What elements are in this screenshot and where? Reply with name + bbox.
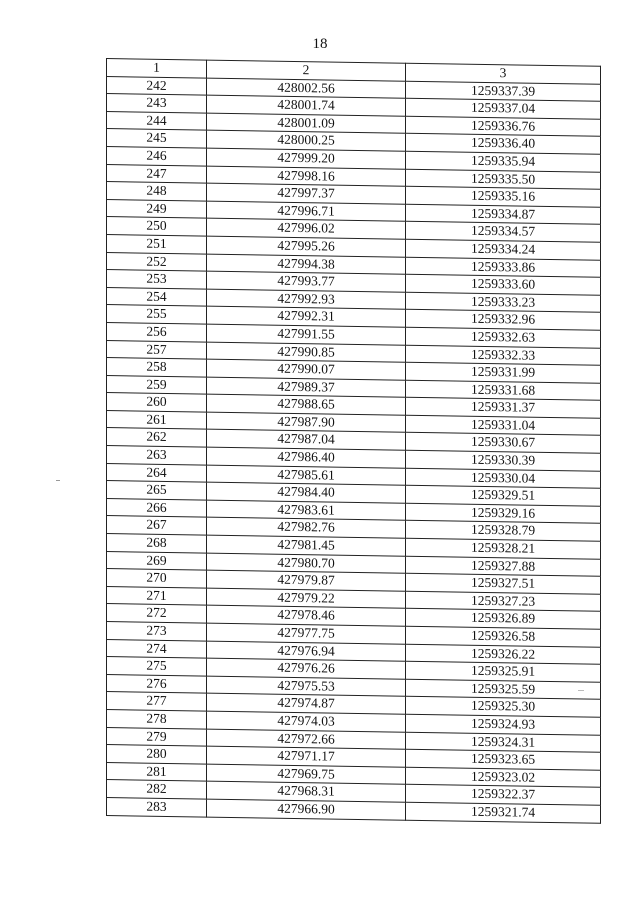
cell-x-coordinate: 427980.70 — [207, 553, 406, 574]
cell-point-number: 260 — [107, 393, 207, 412]
cell-point-number: 267 — [107, 516, 207, 535]
coordinates-table-container — [106, 58, 600, 823]
cell-point-number: 283 — [107, 797, 207, 816]
cell-y-coordinate: 1259325.30 — [406, 697, 601, 718]
cell-point-number: 264 — [107, 463, 207, 482]
cell-point-number: 278 — [107, 709, 207, 728]
cell-point-number: 279 — [107, 727, 207, 746]
cell-y-coordinate: 1259332.33 — [406, 345, 601, 366]
coordinates-table — [106, 58, 601, 823]
cell-point-number: 275 — [107, 657, 207, 676]
cell-x-coordinate: 427966.90 — [207, 799, 406, 820]
cell-point-number: 265 — [107, 481, 207, 500]
cell-point-number: 242 — [107, 76, 207, 95]
cell-x-coordinate: 427974.87 — [207, 693, 406, 714]
cell-point-number: 282 — [107, 780, 207, 799]
cell-point-number: 276 — [107, 674, 207, 693]
cell-point-number: 247 — [107, 164, 207, 183]
cell-y-coordinate: 1259331.04 — [406, 415, 601, 436]
cell-point-number: 262 — [107, 428, 207, 447]
cell-point-number: 263 — [107, 446, 207, 465]
cell-y-coordinate: 1259327.23 — [406, 591, 601, 612]
cell-x-coordinate: 427968.31 — [207, 781, 406, 802]
cell-y-coordinate: 1259324.31 — [406, 732, 601, 753]
cell-x-coordinate: 427978.46 — [207, 605, 406, 626]
cell-point-number: 255 — [107, 305, 207, 324]
cell-point-number: 281 — [107, 762, 207, 781]
cell-x-coordinate: 427991.55 — [207, 324, 406, 345]
cell-y-coordinate: 1259322.37 — [406, 785, 601, 806]
cell-y-coordinate: 1259337.39 — [406, 81, 601, 102]
cell-y-coordinate: 1259326.58 — [406, 626, 601, 647]
cell-y-coordinate: 1259336.40 — [406, 134, 601, 155]
cell-y-coordinate: 1259326.22 — [406, 644, 601, 665]
cell-y-coordinate: 1259331.99 — [406, 362, 601, 383]
cell-x-coordinate: 427987.04 — [207, 430, 406, 451]
cell-point-number: 269 — [107, 551, 207, 570]
cell-x-coordinate: 427976.94 — [207, 641, 406, 662]
cell-point-number: 277 — [107, 692, 207, 711]
cell-point-number: 259 — [107, 375, 207, 394]
cell-x-coordinate: 427981.45 — [207, 535, 406, 556]
page-number: 18 — [312, 36, 328, 52]
cell-point-number: 273 — [107, 622, 207, 641]
scan-speck — [578, 690, 584, 691]
cell-y-coordinate: 1259324.93 — [406, 714, 601, 735]
cell-x-coordinate: 427990.07 — [207, 359, 406, 380]
header-y-coordinate: 3 — [406, 63, 601, 84]
cell-point-number: 280 — [107, 745, 207, 764]
cell-y-coordinate: 1259323.02 — [406, 767, 601, 788]
cell-y-coordinate: 1259331.37 — [406, 397, 601, 418]
cell-x-coordinate: 427979.87 — [207, 570, 406, 591]
cell-x-coordinate: 427971.17 — [207, 746, 406, 767]
cell-y-coordinate: 1259330.39 — [406, 450, 601, 471]
cell-y-coordinate: 1259334.57 — [406, 222, 601, 243]
header-point-number: 1 — [107, 59, 207, 78]
cell-y-coordinate: 1259328.79 — [406, 521, 601, 542]
cell-x-coordinate: 427998.16 — [207, 166, 406, 187]
header-x-coordinate: 2 — [207, 60, 406, 81]
cell-y-coordinate: 1259332.96 — [406, 310, 601, 331]
cell-y-coordinate: 1259333.86 — [406, 257, 601, 278]
cell-y-coordinate: 1259337.04 — [406, 98, 601, 119]
cell-y-coordinate: 1259333.60 — [406, 274, 601, 295]
cell-point-number: 271 — [107, 586, 207, 605]
cell-y-coordinate: 1259332.63 — [406, 327, 601, 348]
cell-y-coordinate: 1259321.74 — [406, 802, 601, 823]
cell-point-number: 244 — [107, 111, 207, 130]
cell-point-number: 270 — [107, 569, 207, 588]
cell-x-coordinate: 427994.38 — [207, 254, 406, 275]
cell-x-coordinate: 428002.56 — [207, 78, 406, 99]
cell-y-coordinate: 1259335.16 — [406, 186, 601, 207]
cell-y-coordinate: 1259325.59 — [406, 679, 601, 700]
cell-y-coordinate: 1259329.51 — [406, 485, 601, 506]
cell-x-coordinate: 427993.77 — [207, 271, 406, 292]
cell-x-coordinate: 427996.02 — [207, 218, 406, 239]
cell-x-coordinate: 427999.20 — [207, 148, 406, 169]
cell-point-number: 253 — [107, 270, 207, 289]
cell-y-coordinate: 1259330.04 — [406, 468, 601, 489]
cell-point-number: 268 — [107, 534, 207, 553]
cell-point-number: 251 — [107, 234, 207, 253]
cell-x-coordinate: 427969.75 — [207, 764, 406, 785]
cell-y-coordinate: 1259336.76 — [406, 116, 601, 137]
cell-point-number: 257 — [107, 340, 207, 359]
cell-x-coordinate: 427982.76 — [207, 518, 406, 539]
cell-point-number: 272 — [107, 604, 207, 623]
cell-x-coordinate: 427988.65 — [207, 394, 406, 415]
cell-x-coordinate: 427997.37 — [207, 183, 406, 204]
cell-x-coordinate: 427984.40 — [207, 482, 406, 503]
cell-y-coordinate: 1259326.89 — [406, 609, 601, 630]
cell-y-coordinate: 1259327.88 — [406, 556, 601, 577]
cell-y-coordinate: 1259325.91 — [406, 661, 601, 682]
cell-point-number: 258 — [107, 358, 207, 377]
cell-x-coordinate: 427990.85 — [207, 342, 406, 363]
cell-point-number: 274 — [107, 639, 207, 658]
cell-y-coordinate: 1259327.51 — [406, 573, 601, 594]
cell-x-coordinate: 427974.03 — [207, 711, 406, 732]
cell-x-coordinate: 427992.93 — [207, 289, 406, 310]
cell-point-number: 266 — [107, 498, 207, 517]
cell-x-coordinate: 427987.90 — [207, 412, 406, 433]
cell-y-coordinate: 1259335.94 — [406, 151, 601, 172]
cell-point-number: 245 — [107, 129, 207, 148]
cell-x-coordinate: 427972.66 — [207, 729, 406, 750]
cell-point-number: 250 — [107, 217, 207, 236]
cell-x-coordinate: 427985.61 — [207, 465, 406, 486]
cell-y-coordinate: 1259335.50 — [406, 169, 601, 190]
cell-point-number: 256 — [107, 322, 207, 341]
cell-point-number: 249 — [107, 199, 207, 218]
cell-x-coordinate: 427979.22 — [207, 588, 406, 609]
cell-x-coordinate: 427996.71 — [207, 201, 406, 222]
cell-y-coordinate: 1259334.24 — [406, 239, 601, 260]
cell-x-coordinate: 428000.25 — [207, 130, 406, 151]
cell-point-number: 261 — [107, 410, 207, 429]
cell-x-coordinate: 427986.40 — [207, 447, 406, 468]
cell-x-coordinate: 427995.26 — [207, 236, 406, 257]
cell-point-number: 243 — [107, 94, 207, 113]
cell-y-coordinate: 1259328.21 — [406, 538, 601, 559]
cell-x-coordinate: 427976.26 — [207, 658, 406, 679]
cell-x-coordinate: 427989.37 — [207, 377, 406, 398]
scan-speck — [56, 480, 60, 481]
cell-x-coordinate: 427983.61 — [207, 500, 406, 521]
table-body — [107, 76, 601, 823]
cell-y-coordinate: 1259330.67 — [406, 433, 601, 454]
cell-point-number: 252 — [107, 252, 207, 271]
cell-x-coordinate: 428001.09 — [207, 113, 406, 134]
cell-point-number: 246 — [107, 146, 207, 165]
cell-x-coordinate: 428001.74 — [207, 95, 406, 116]
cell-y-coordinate: 1259333.23 — [406, 292, 601, 313]
cell-x-coordinate: 427975.53 — [207, 676, 406, 697]
cell-y-coordinate: 1259331.68 — [406, 380, 601, 401]
cell-point-number: 254 — [107, 287, 207, 306]
cell-y-coordinate: 1259334.87 — [406, 204, 601, 225]
cell-point-number: 248 — [107, 182, 207, 201]
cell-y-coordinate: 1259323.65 — [406, 749, 601, 770]
cell-y-coordinate: 1259329.16 — [406, 503, 601, 524]
cell-x-coordinate: 427992.31 — [207, 306, 406, 327]
cell-x-coordinate: 427977.75 — [207, 623, 406, 644]
